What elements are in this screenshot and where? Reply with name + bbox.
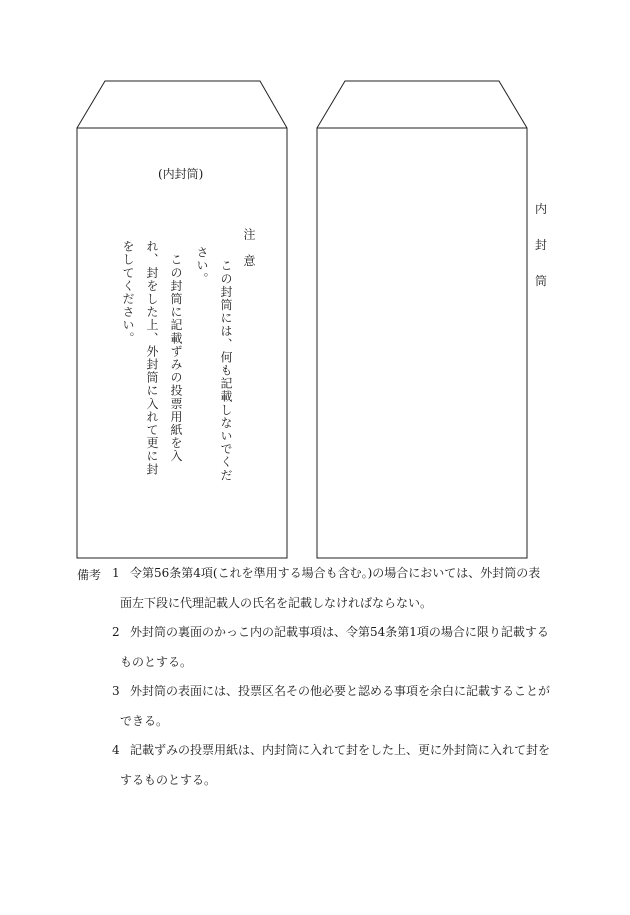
inner-envelope-label: (内封筒) bbox=[158, 167, 204, 181]
inner-envelope-front-label-2: 封 bbox=[535, 238, 548, 252]
inner-envelope-front-label-3: 筒 bbox=[535, 274, 548, 288]
remark-text: 記載ずみの投票用紙は、内封筒に入れて封をした上、更に外封筒に入れて封をするものとする。 bbox=[120, 743, 551, 787]
notice-heading: 注 意 bbox=[242, 228, 256, 268]
remark-number: 1 bbox=[112, 566, 120, 580]
remark-text: 令第56条第4項(これを準用する場合も含む。)の場合においては、外封筒の表面左下段に代理記載人の氏名を記載しなければならない。 bbox=[120, 566, 541, 610]
remark-number: 2 bbox=[112, 625, 120, 639]
remark-text: 外封筒の裏面のかっこ内の記載事項は、令第54条第1項の場合に限り記載するものとする。 bbox=[120, 625, 549, 669]
inner-envelope-front-label-1: 内 bbox=[535, 202, 548, 216]
notice-paragraph-1: この封筒には、何も記載しないでください。 bbox=[195, 246, 233, 482]
notice-paragraph-2: この封筒に記載ずみの投票用紙を入れ、封をした上、外封筒に入れて更に封をしてください。 bbox=[121, 240, 183, 476]
remark-number: 3 bbox=[112, 684, 120, 698]
remark-text: 外封筒の表面には、投票区名その他必要と認める事項を余白に記載することができる。 bbox=[120, 684, 551, 728]
remarks-heading: 備考 bbox=[77, 568, 102, 582]
remark-number: 4 bbox=[112, 743, 120, 757]
